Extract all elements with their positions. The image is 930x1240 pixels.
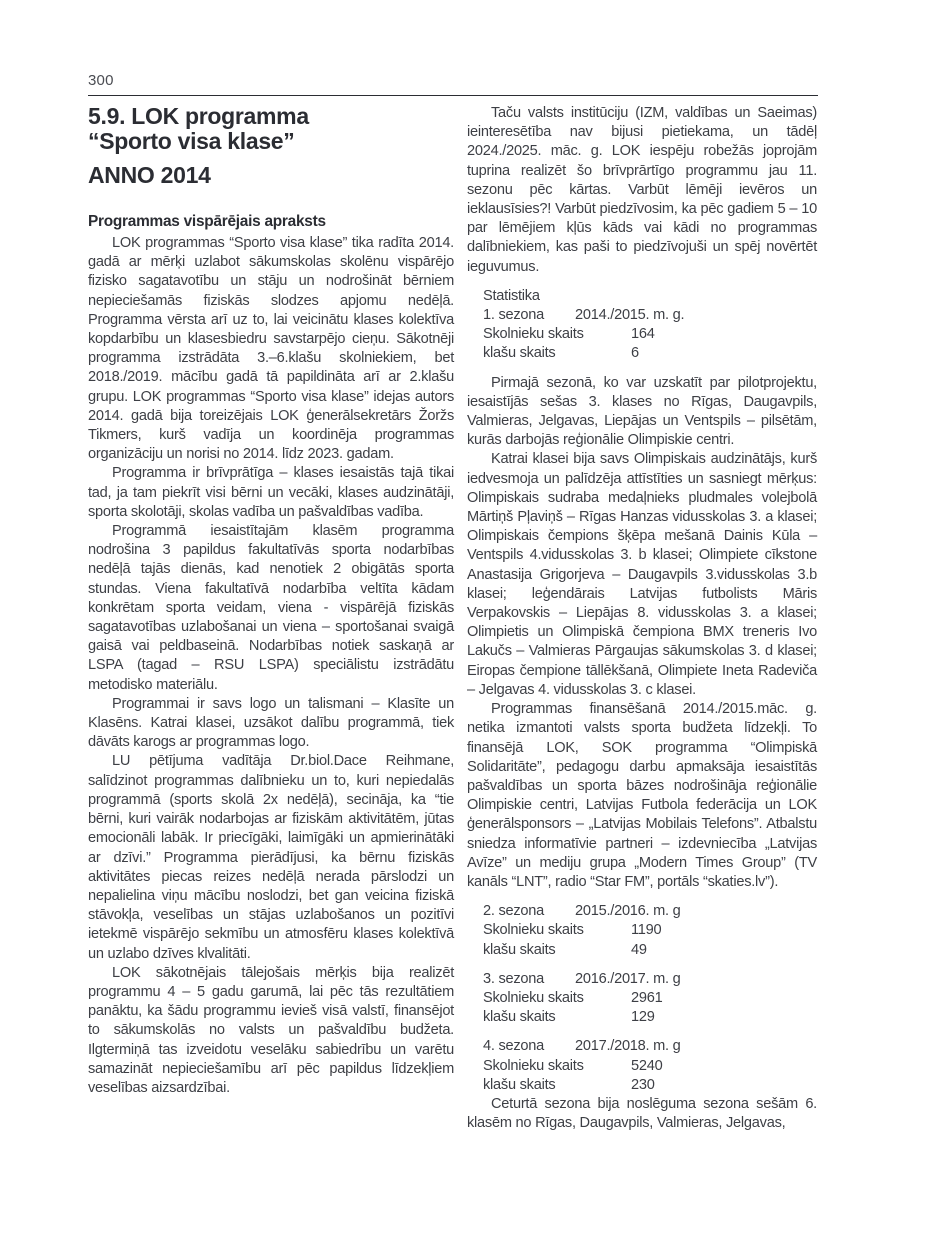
stat-value: 2016./2017. m. g <box>575 970 681 987</box>
stat-label: klašu skaits <box>483 345 556 362</box>
chapter-title-line2: “Sporto visa klase” <box>88 128 295 154</box>
stat-row <box>467 902 817 921</box>
stat-label: klašu skaits <box>483 1076 556 1093</box>
stat-row <box>467 344 817 363</box>
statistics-block-season-1 <box>467 287 817 364</box>
paragraph: Programmai ir savs logo un talismani – Klasīte un Klasēns. Katrai klasei, uzsākot dalību programmā, tiek dāvāts karogs ar programmas logo. <box>88 695 454 751</box>
statistics-block-season-2 <box>467 902 817 960</box>
right-column <box>467 104 817 1133</box>
stat-row <box>467 306 817 325</box>
paragraph: Programma ir brīvprātīga – klases iesaistās tajā tikai tad, ja tam piekrīt visi bērni un vecāki, klases audzinātāji, sporta skolotāji, skolas vadība un pašvaldības vadība. <box>88 465 454 520</box>
statistics-title: Statistika <box>483 287 540 304</box>
stat-label: Skolnieku skaits <box>483 922 584 939</box>
page-number: 300 <box>88 72 114 89</box>
stat-row <box>467 921 817 940</box>
left-column <box>88 104 454 1098</box>
paragraph: Taču valsts institūciju (IZM, valdības un Saeimas) ieinteresētība nav bijusi pietiekama, un tādēļ 2024./2025. māc. g. LOK iespēju robežās joprojām tuprina realizēt šo brīvprārtīgo programmu jau 11. sezonu pēc kārtas. Varbūt lēmēji ievēros un ieklausīsies?! Varbūt piedzīvosim, ka pēc gadiem 5 – 10 par lēmējiem kļūs kāds vai kādi no programmas dalībniekiem, kas paši to piedzīvojuši un spēj novērtēt ieguvumus. <box>467 105 817 275</box>
stat-row <box>467 1037 817 1056</box>
stat-row <box>467 989 817 1008</box>
paragraph: LOK sākotnējais tālejošais mērķis bija realizēt programmu 4 – 5 gadu garumā, lai pēc tās rezultātiem panāktu, ka šādu programmu ievieš visā valstī, finansējot to sākumskolās no valsts un pašvaldību budžeta. Ilgtermiņā tas izveidotu veselāku sabiedrību un varētu samazināt nepieciešamību arī pēc papildus līdzekļiem veselības aizsardzībai. <box>88 964 454 1096</box>
stat-value: 2017./2018. m. g <box>575 1038 681 1055</box>
stat-value: 2961 <box>631 989 663 1006</box>
stat-value: 230 <box>631 1076 655 1093</box>
paragraph: Katrai klasei bija savs Olimpiskais audzinātājs, kurš iedvesmoja un palīdzēja attīstīties un sasniegt mērķus: Olimpiskais sudraba medaļnieks pludmales volejbolā Mārtiņš Pļaviņš – Rīgas Hanzas vidusskolas 3. a klasei; Olimpiskais čempions šķēpa mešanā Dainis Kūla – Ventspils 4.vidusskolas 3. b klasei; Olimpiete cīkstone Anastasija Grigorjeva – Daugavpils 3.vidusskolas 3.b klasei; leģendārais Latvijas futbolists Māris Verpakovskis – Liepājas 8. vidusskolas 3. a klasei; Olimpietis un Olimpiskā čempiona BMX treneris Ivo Lakučs – Valmieras Pārgaujas sākumskolas 3. d klasei; Eiropas čempione tāllēkšanā, Olimpiete Ineta Radeviča – Jelgavas 4. vidusskolas 3. c klasei. <box>467 451 817 698</box>
paragraph: LU pētījuma vadītāja Dr.biol.Dace Reihmane, salīdzinot programmas dalībnieku un to, kuri nepiedalās programmā (sports skolā 2x nedēļā), secināja, ka “tie bērni, kuri vairāk nodarbojas ar fiziskām aktivitātēm, jūtas emocionāli labāk. Ir priecīgāki, laimīgāki un apmierinātāki ar dzīvi.” Programma pierādījusi, ka bērnu fiziskās aktivitātes piecas reizes nedēļā nerada pārslodzi un nepalielina viņu mācību noslodzi, bet gan veicina fiziskā stāvokļa, veselības un stājas uzlabošanos un pozitīvi ietekmē vispārējo sekmību un atmosfēru klases kolektīvā un uzlabo dzīves klvalitāti. <box>88 753 454 962</box>
stat-value: 129 <box>631 1009 655 1026</box>
stat-value: 2014./2015. m. g. <box>575 307 685 324</box>
stat-value: 1190 <box>631 922 662 939</box>
paragraph: Ceturtā sezona bija noslēguma sezona sešām 6. klasēm no Rīgas, Daugavpils, Valmieras, Jelgavas, <box>467 1095 817 1132</box>
chapter-title-anno: ANNO 2014 <box>88 162 211 188</box>
stat-label: klašu skaits <box>483 941 556 958</box>
stat-label: 3. sezona <box>483 970 545 987</box>
chapter-title-line1: 5.9. LOK programma <box>88 103 309 129</box>
stat-row <box>467 970 817 989</box>
paragraph: Pirmajā sezonā, ko var uzskatīt par pilotprojektu, iesaistījās sešas 3. klases no Rīgas, Daugavpils, Valmieras, Jelgavas, Liepājas un Ventspils – pilsētām, kurās darbojās reģionālie Olimpiskie centri. <box>467 374 817 449</box>
header-rule <box>88 95 818 96</box>
stat-row <box>467 325 817 344</box>
stat-row <box>467 1076 817 1095</box>
stat-label: 4. sezona <box>483 1038 545 1055</box>
statistics-block-season-3 <box>467 970 817 1028</box>
section-heading: Programmas vispārējais apraksts <box>88 213 326 230</box>
stat-value: 5240 <box>631 1057 663 1074</box>
stat-label: Skolnieku skaits <box>483 989 584 1006</box>
paragraph: Programmas finansēšanā 2014./2015.māc. g. netika izmantoti valsts sporta budžeta līdzekļi. To finansējā LOK, SOK programma “Olimpiskā Solidaritāte”, pedagogu darbu apmaksāja iesaistītās pašvaldības un sporta bāzes nodrošināja reģionālie Olimpiskie centri, Latvijas Futbola federācija un LOK ģenerālsponsors – „Latvijas Mobilais Telefons”. Atbalstu sniedza informatīvie partneri – izdevniecība „Latvijas Avīze” un mediju grupa „Modern Times Group” (TV kanāls “LNT”, radio “Star FM”, portāls “skaties.lv”). <box>467 701 817 890</box>
stat-row <box>467 1008 817 1027</box>
paragraph: LOK programmas “Sporto visa klase” tika radīta 2014. gadā ar mērķi uzlabot sākumskolas skolēnu vispārējo fizisko sagatavotību un stāju un nodrošināt bērniem nepieciešamās fiziskās slodzes apjomu nedēļā. Programma vērsta arī uz to, lai veicinātu klases kolektīva kopdarbību un klasesbiedru savstarpējo cieņu. Sākotnēji programma izstrādāta 3.–6.klašu skolniekiem, bet 2018./2019. mācību gadā tā papildināta arī ar 2.klašu grupu. LOK programmas “Sporto visa klase” idejas autors 2014. gadā bija toreizējais LOK ģenerālsekretārs Žoržs Tikmers, kurš vadīja un koordinēja programmas organizāciju un norisi no 2014. līdz 2023. gadam. <box>88 235 454 463</box>
stat-row <box>467 941 817 960</box>
chapter-title <box>88 104 454 188</box>
stat-row <box>467 1057 817 1076</box>
stat-label: klašu skaits <box>483 1009 556 1026</box>
paragraph: Programmā iesaistītajām klasēm programma nodrošina 3 papildus fakultatīvās sporta nodarbības nedēļā tajās dienās, kad nenotiek 2 obigātās sporta stundas. Viena fakultatīvā nodarbība veltīta kādam konkrētam sporta veidam, viena - vispārējā fiziskās sagatavotības uzlabošanai un viena – sportošanai svaigā gaisā vai peldbaseinā. Nodarbības notiek saskaņā ar LSPA (tagad – RSU LSPA) speciālistu izstrādātu metodisko materiālu. <box>88 523 454 693</box>
stat-label: 1. sezona <box>483 307 545 324</box>
statistics-block-season-4 <box>467 1037 817 1095</box>
stat-value: 2015./2016. m. g <box>575 903 681 920</box>
stat-value: 164 <box>631 326 655 343</box>
stat-value: 49 <box>631 941 647 958</box>
stat-label: Skolnieku skaits <box>483 326 584 343</box>
stat-label: 2. sezona <box>483 903 545 920</box>
stat-value: 6 <box>631 345 639 362</box>
stat-label: Skolnieku skaits <box>483 1057 584 1074</box>
